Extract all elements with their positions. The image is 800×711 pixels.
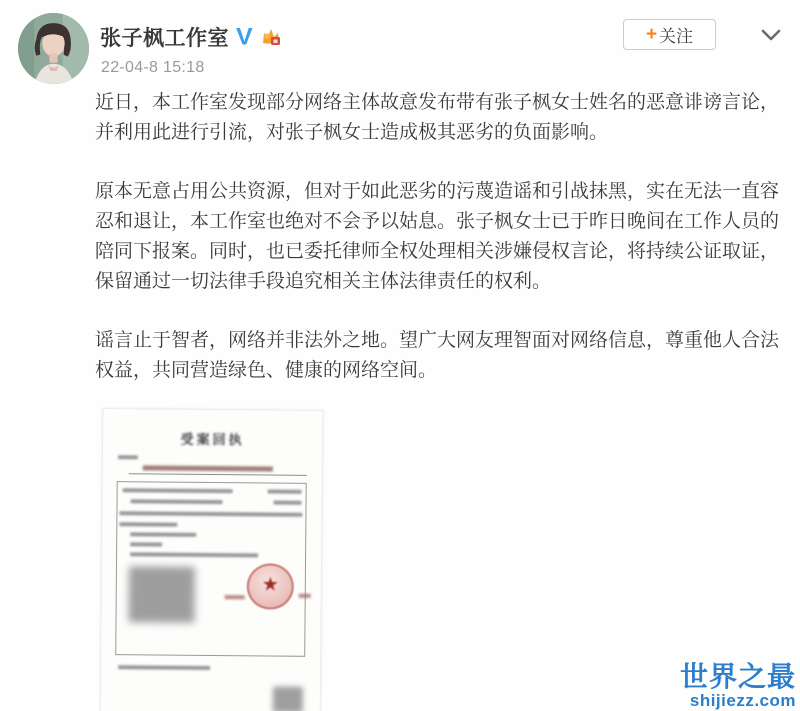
paragraph-3: 谣言止于智者，网络并非法外之地。望广大网友理智面对网络信息，尊重他人合法权益，共同营造绿色、健康的网络空间。 bbox=[95, 330, 780, 381]
site-watermark bbox=[680, 663, 796, 709]
paragraph-2: 原本无意占用公共资源，但对于如此恶劣的污蔑造谣和引战抹黑，实在无法一直容忍和退让，本工作室也绝对不会予以姑息。张子枫女士已于昨日晚间在工作人员的陪同下报案。同时，也已委托律师全权处理相关涉嫌侵权言论，将持续公证取证，保留通过一切法律手段追究相关主体法律责任的权利。 bbox=[95, 181, 780, 292]
star-icon: ★ bbox=[261, 574, 279, 596]
author-name[interactable]: 张子枫工作室 bbox=[100, 27, 229, 50]
avatar-image bbox=[18, 13, 89, 84]
vip-badge-icon bbox=[260, 27, 282, 47]
avatar[interactable] bbox=[18, 13, 89, 84]
blurred-line bbox=[118, 455, 138, 459]
blurred-line bbox=[123, 488, 233, 493]
blurred-line bbox=[131, 499, 223, 504]
blurred-underlined-line bbox=[129, 463, 307, 476]
document-field-box bbox=[115, 481, 307, 657]
blurred-line bbox=[268, 489, 302, 493]
document-title: 受案回执 bbox=[180, 431, 245, 448]
police-receipt-paper bbox=[100, 408, 324, 711]
blurred-line bbox=[119, 511, 302, 517]
blurred-line bbox=[274, 501, 302, 505]
blurred-line bbox=[118, 665, 210, 670]
chevron-down-icon[interactable] bbox=[758, 24, 784, 46]
verified-v-icon: V bbox=[236, 23, 253, 50]
follow-button[interactable] bbox=[623, 19, 716, 50]
official-red-stamp bbox=[247, 563, 294, 609]
blurred-line bbox=[130, 552, 258, 557]
watermark-domain: shijiezz.com bbox=[689, 691, 796, 710]
post-text bbox=[95, 88, 779, 415]
blurred-square bbox=[273, 687, 303, 711]
blurred-line bbox=[130, 532, 196, 537]
blurred-red-text bbox=[143, 465, 273, 471]
blurred-line bbox=[130, 542, 162, 546]
follow-button-label: 关注 bbox=[659, 27, 694, 46]
author-row bbox=[100, 22, 282, 52]
blurred-square bbox=[128, 566, 194, 623]
blurred-stamp-text bbox=[299, 594, 311, 598]
post-timestamp: 22-04-8 15:18 bbox=[101, 59, 205, 76]
paragraph-1: 近日，本工作室发现部分网络主体故意发布带有张子枫女士姓名的恶意诽谤言论，并利用此进行引流，对张子枫女士造成极其恶劣的负面影响。 bbox=[95, 92, 780, 143]
blurred-stamp-text bbox=[225, 595, 245, 599]
watermark-site-name: 世界之最 bbox=[679, 661, 796, 692]
blurred-line bbox=[119, 522, 177, 527]
post-header bbox=[0, 0, 800, 86]
attached-document-image[interactable] bbox=[99, 407, 339, 711]
plus-icon: + bbox=[645, 24, 658, 45]
